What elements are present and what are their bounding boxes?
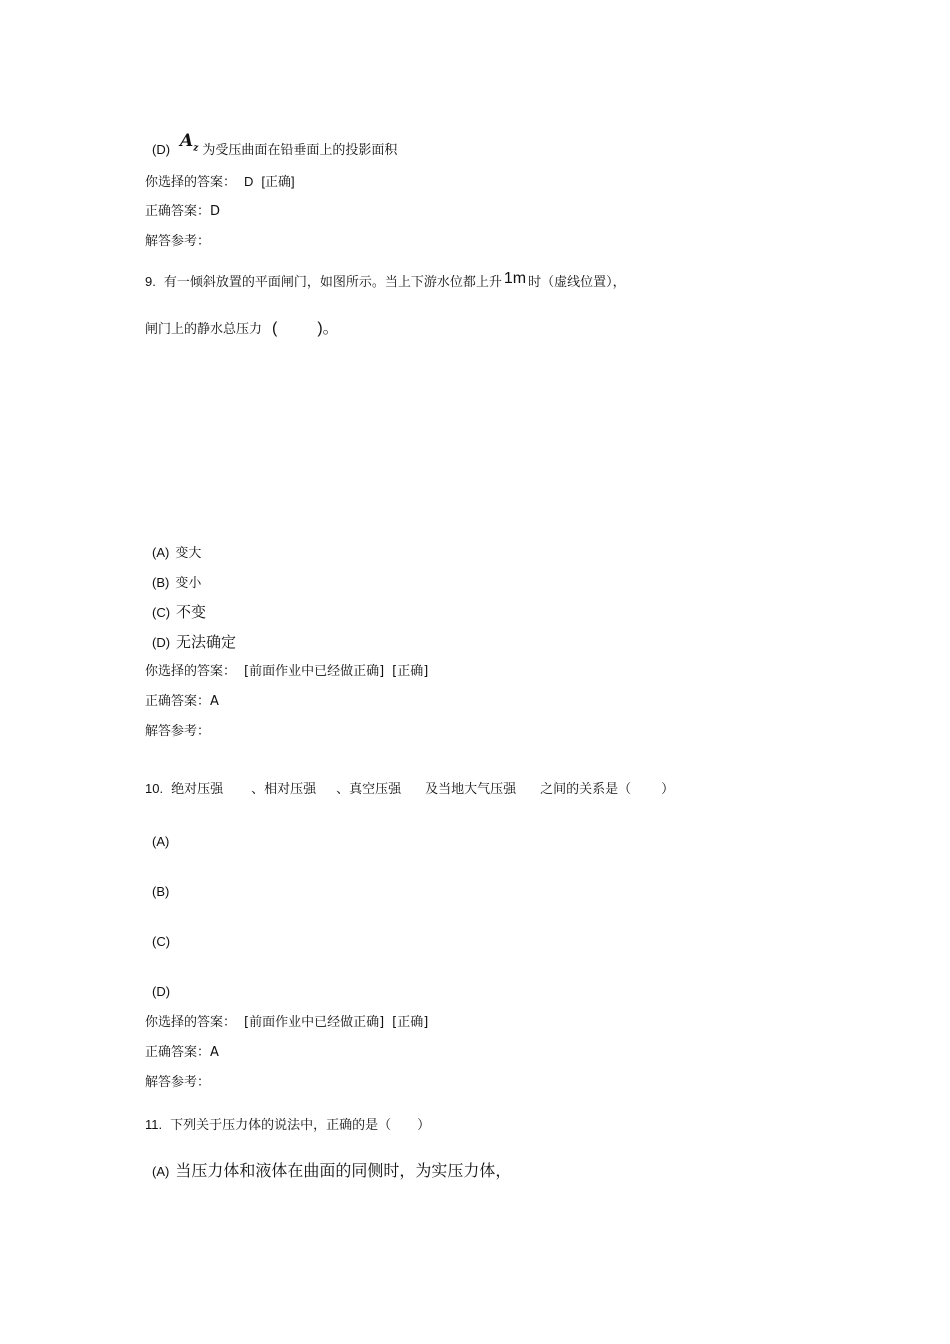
q10-correct-answer: 正确答案：A — [145, 1045, 219, 1060]
q9-option-a: (A) 变大 — [152, 545, 202, 561]
q9-option-b: (B) 变小 — [152, 575, 202, 591]
q10-reference: 解答参考： — [145, 1075, 211, 1090]
q9-correct-answer: 正确答案：A — [145, 694, 219, 709]
q9-option-c: (C) 不变 — [152, 603, 207, 621]
q10-question: 10. 绝对压强 、相对压强 、真空压强 及当地大气压强 之间的关系是（ ） — [145, 781, 675, 797]
option-text: 为受压曲面在铅垂面上的投影面积 — [202, 143, 398, 158]
q10-option-c: (C) — [152, 934, 171, 949]
gate-figure-placeholder — [145, 350, 645, 530]
q8-your-answer: 你选择的答案： D [正确] — [145, 174, 295, 190]
q9-question-line2: 闸门上的静水总压力 ( )。 — [145, 320, 339, 337]
q11-option-a: (A) 当压力体和液体在曲面的同侧时，为实压力体， — [152, 1161, 512, 1180]
q10-option-d: (D) — [152, 984, 171, 999]
q8-correct-answer: 正确答案：D — [145, 204, 221, 219]
area-symbol-icon: $A_z$ — [180, 131, 199, 154]
q9-question: 9. 有一倾斜放置的平面闸门，如图所示。当上下游水位都上升 1m 时（虚线位置）， — [145, 270, 626, 290]
q9-option-d: (D) 无法确定 — [152, 633, 237, 651]
q9-reference: 解答参考： — [145, 724, 211, 739]
q11-question: 11. 下列关于压力体的说法中，正确的是（ ） — [145, 1117, 431, 1133]
q10-option-a: (A) — [152, 834, 170, 849]
q10-option-b: (B) — [152, 884, 170, 899]
q8-reference: 解答参考： — [145, 234, 211, 249]
q10-your-answer: 你选择的答案： [前面作业中已经做正确] [正确] — [145, 1015, 429, 1030]
option-label: (D) — [152, 142, 171, 157]
q8-option-d — [152, 131, 398, 165]
q9-your-answer: 你选择的答案： [前面作业中已经做正确] [正确] — [145, 664, 429, 679]
